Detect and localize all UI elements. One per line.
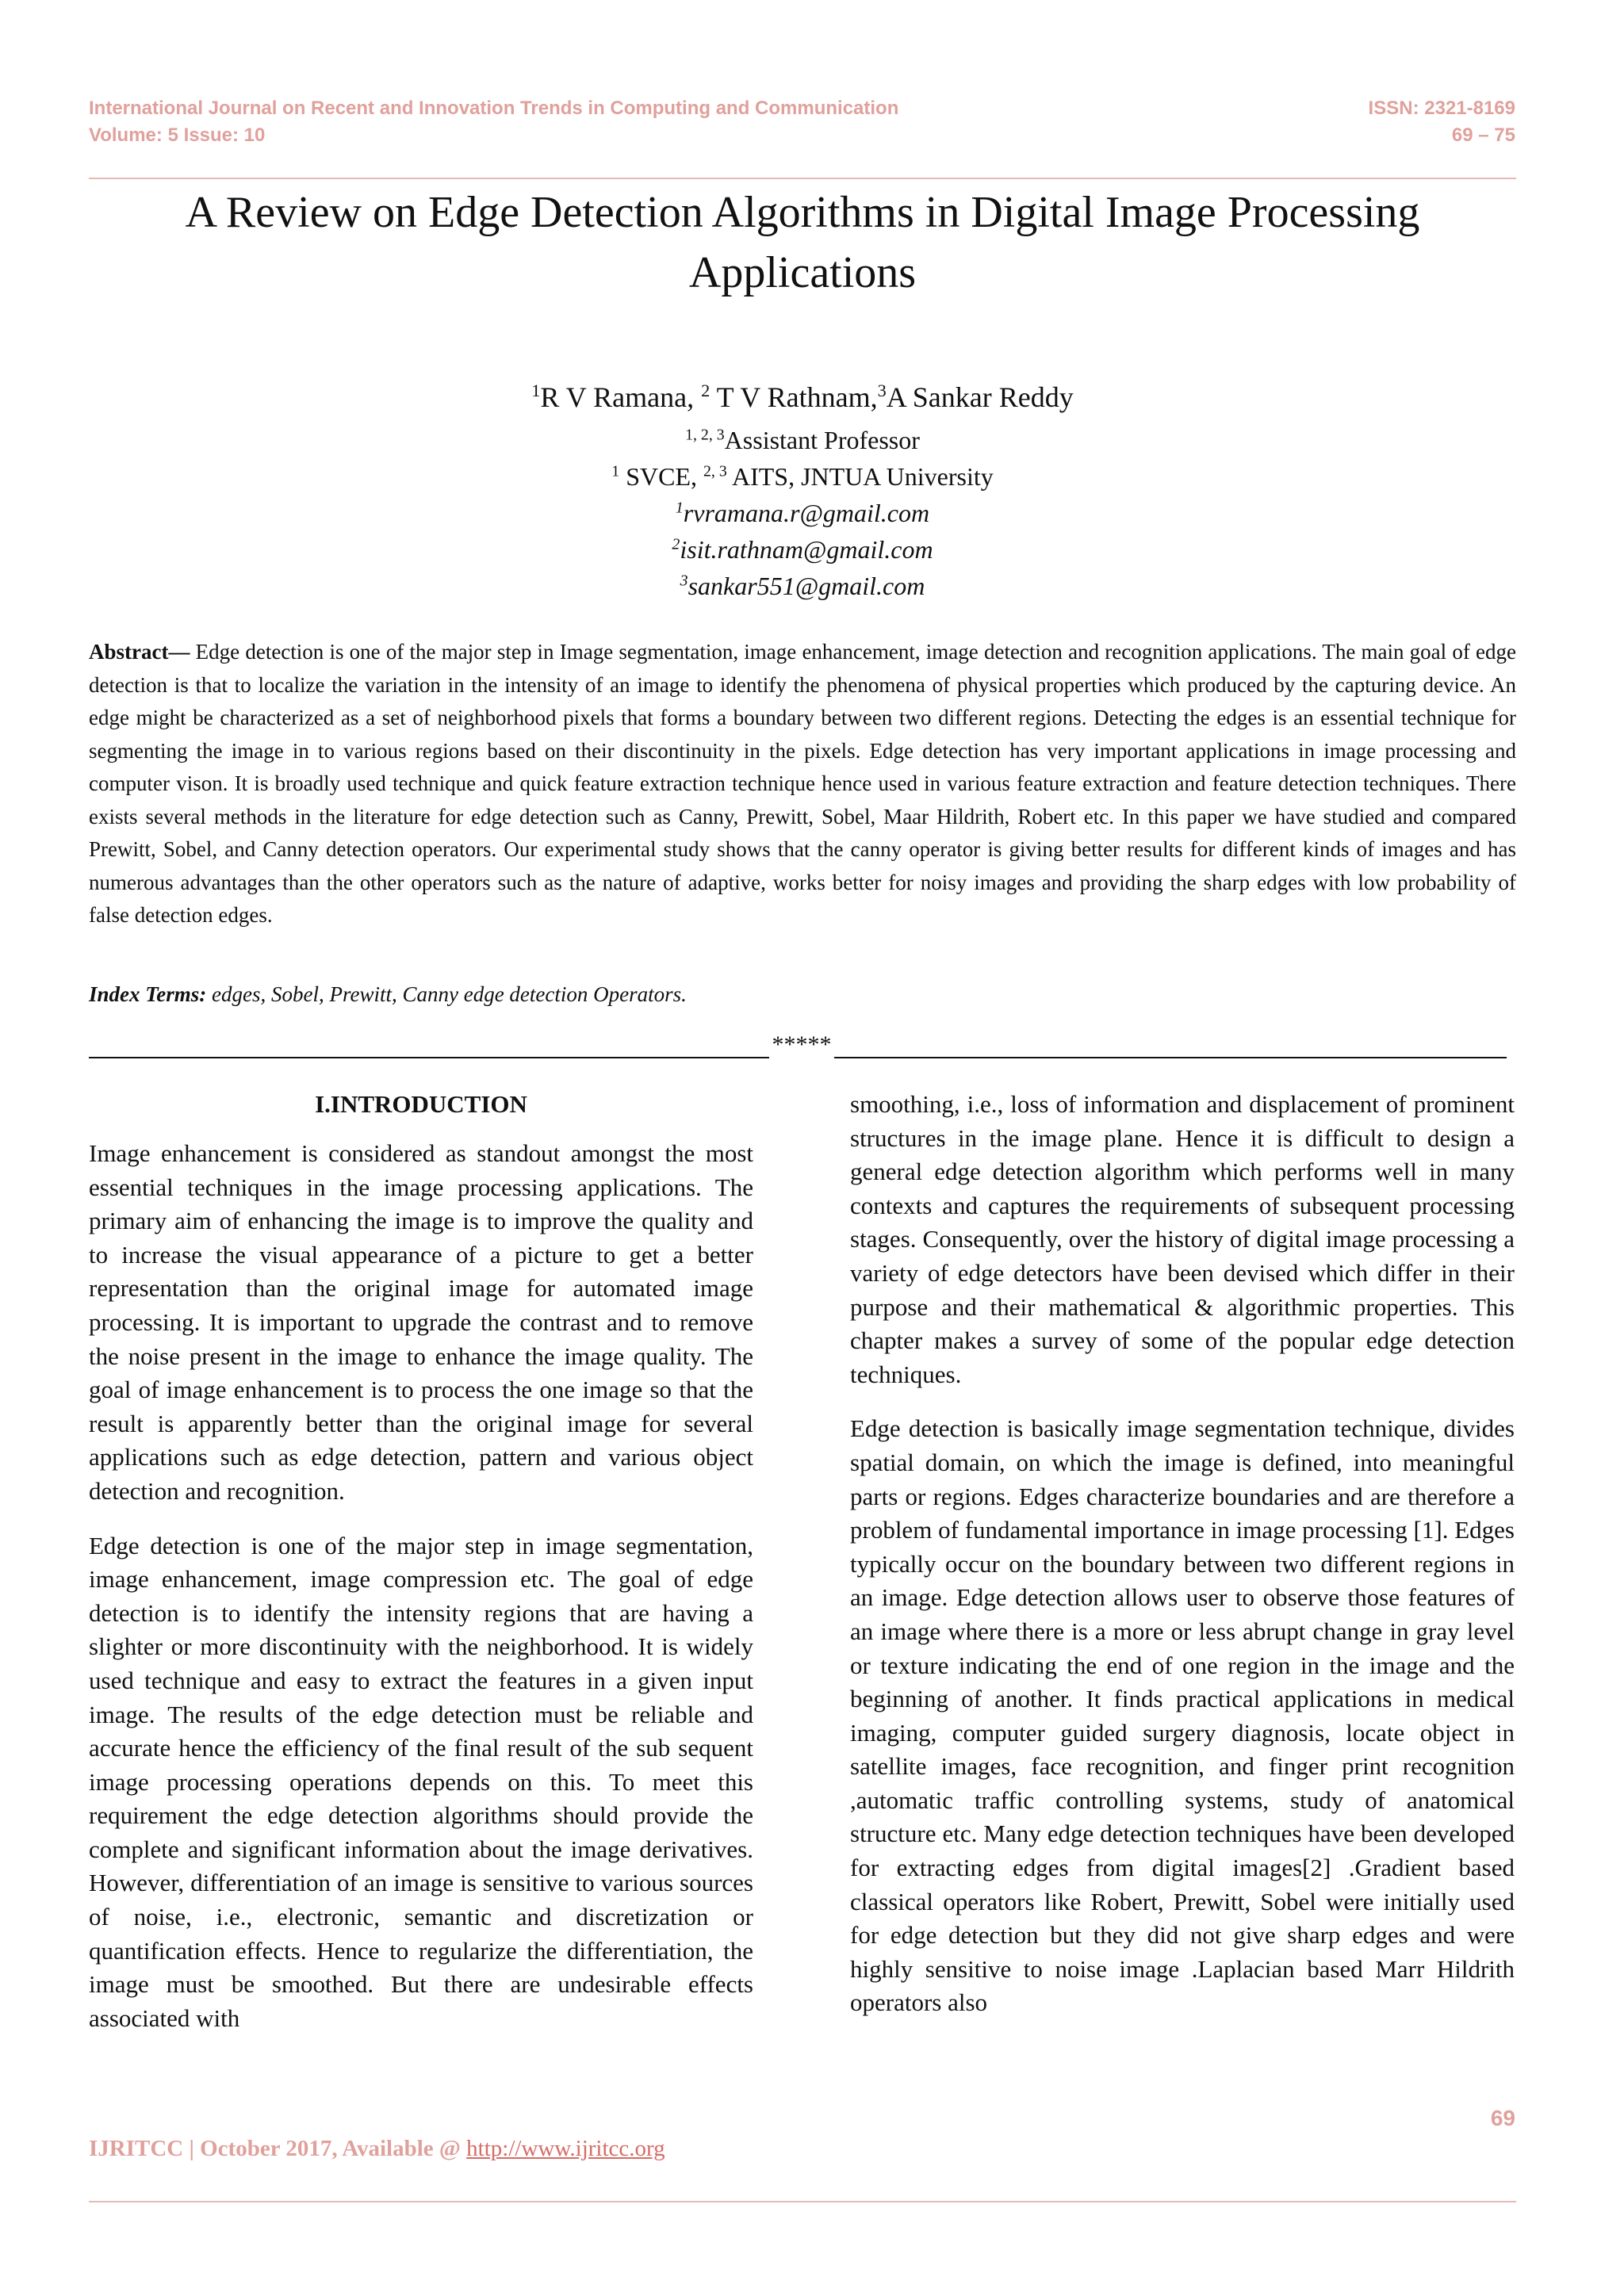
left-column — [89, 1088, 753, 2056]
email-3-sup: 3 — [680, 572, 688, 590]
email-1[interactable]: rvramana.r@gmail.com — [683, 499, 930, 527]
paragraph: Edge detection is basically image segmentation technique, divides spatial domain, on which the image is defined, into meaningful parts or regions. Edges characterize boundaries and are therefore a problem of fundamental importance in image processing [1]. Edges typically occur on the boundary between two different regions in an image. Edge detection allows user to observe those features of an image where there is a more or less abrupt change in gray level or texture indicating the end of one region in the image and the beginning of another. It finds practical applications in medical imaging, computer guided surgery diagnosis, locate object in satellite images, face recognition, and finger print recognition ,automatic traffic controlling systems, study of anatomical structure etc. Many edge detection techniques have been developed for extracting edges from digital images[2] .Gradient based classical operators like Robert, Prewitt, Sobel were initially used for edge detection but they did not give sharp edges and were highly sensitive to noise image .Laplacian based Marr Hildrith operators also — [850, 1414, 1515, 2017]
index-terms-label: Index Terms: — [89, 982, 207, 1006]
email-1-line — [89, 495, 1516, 531]
author-2-sup: 2 — [701, 381, 710, 400]
separator-rule-left — [89, 1057, 769, 1058]
issn: ISSN: 2321-8169 — [1368, 98, 1515, 119]
institution-sup-2: 2, 3 — [703, 462, 727, 480]
email-3[interactable]: sankar551@gmail.com — [688, 572, 925, 600]
journal-volume: Volume: 5 Issue: 10 — [89, 124, 266, 146]
footer — [89, 2136, 665, 2162]
paragraph: Image enhancement is considered as standout amongst the most essential techniques in the image processing applications. The primary aim of enhancing the image is to improve the quality and to increase the visual appearance of a picture to get a better representation than the original image for automated image processing. It is important to upgrade the contrast and to remove the noise present in the image to enhance the image quality. The goal of image enhancement is to process the one image so that the result is apparently better than the original image for several applications such as edge detection, pattern and various object detection and recognition. — [89, 1139, 753, 1505]
index-terms — [89, 978, 687, 1010]
page-range: 69 – 75 — [1451, 124, 1515, 146]
author-institution — [89, 458, 1516, 495]
journal-header — [89, 95, 898, 149]
email-1-sup: 1 — [675, 499, 684, 517]
separator-rule-right — [834, 1057, 1507, 1058]
author-3: A Sankar Reddy — [886, 381, 1074, 413]
position-sup: 1, 2, 3 — [685, 426, 725, 444]
title-line-2: Applications — [688, 248, 917, 297]
email-2-line — [89, 531, 1516, 568]
footer-link[interactable]: http://www.ijritcc.org — [466, 2136, 665, 2161]
journal-name: International Journal on Recent and Innovation Trends in Computing and Communication — [89, 98, 899, 119]
right-column — [850, 1088, 1515, 2041]
footer-rule — [89, 2201, 1516, 2202]
index-terms-text: edges, Sobel, Prewitt, Canny edge detection Operators. — [206, 982, 687, 1006]
email-2[interactable]: isit.rathnam@gmail.com — [680, 535, 933, 564]
header-rule — [89, 178, 1516, 179]
author-2: T V Rathnam, — [710, 381, 878, 413]
author-1-sup: 1 — [531, 381, 541, 400]
paper-title — [89, 182, 1516, 303]
separator-stars: ***** — [772, 1031, 832, 1058]
section-separator — [89, 1031, 1507, 1059]
institution-1: SVCE, — [619, 462, 703, 491]
paragraph: smoothing, i.e., loss of information and displacement of prominent structures in the image plane. Hence it is difficult to design a general edge detection algorithm which performs well in many contexts and captures the requirements of subsequent processing stages. Consequently, over the history of digital image processing a variety of edge detectors have been devised which differ in their purpose and their mathematical & algorithmic properties. This chapter makes a survey of some of the popular edge detection techniques. — [850, 1090, 1515, 1388]
page-number: 69 — [1490, 2106, 1515, 2130]
position-text: Assistant Professor — [724, 426, 920, 454]
footer-text: IJRITCC | October 2017, Available @ — [89, 2136, 467, 2161]
author-3-sup: 3 — [877, 381, 887, 400]
email-2-sup: 2 — [672, 535, 680, 553]
abstract-label: Abstract— — [89, 640, 190, 664]
paragraph: Edge detection is one of the major step in image segmentation, image enhancement, image compression etc. The goal of edge detection is to identify the intensity regions that are having a slighter or more discontinuity with the neighborhood. It is widely used technique and easy to extract the features in a given input image. The results of the edge detection must be reliable and accurate hence the efficiency of the final result of the sub sequent image processing operations depends on this. To meet this requirement the edge detection algorithms should provide the complete and significant information about the image derivatives. However, differentiation of an image is sensitive to various sources of noise, i.e., electronic, semantic and discretization or quantification effects. Hence to regularize the differentiation, the image must be smoothed. But there are undesirable effects associated with — [89, 1531, 753, 2032]
email-3-line — [89, 568, 1516, 604]
author-list — [89, 379, 1516, 415]
abstract-text: Edge detection is one of the major step in Image segmentation, image enhancement, image detection and recognition applications. The main goal of edge detection is that to localize the variation in the intensity of an image to identify the phenomena of physical properties which produced by the capturing device. An edge might be characterized as a set of neighborhood pixels that forms a boundary between two different regions. Detecting the edges is an essential technique for segmenting the image in to various regions based on their discontinuity in the pixels. Edge detection has very important applications in image processing and computer vison. It is broadly used technique and quick feature extraction technique hence used in various feature extraction and feature detection techniques. There exists several methods in the literature for edge detection such as Canny, Prewitt, Sobel, Maar Hildrith, Robert etc. In this paper we have studied and compared Prewitt, Sobel, and Canny detection operators. Our experimental study shows that the canny operator is giving better results for different kinds of images and has numerous advantages than the other operators such as the nature of adaptive, works better for noisy images and providing the sharp edges with low probability of false detection edges. — [89, 640, 1516, 927]
institution-2: AITS, JNTUA University — [726, 462, 994, 491]
issn-header — [1369, 95, 1515, 149]
author-1: R V Ramana, — [540, 381, 702, 413]
author-position — [89, 422, 1516, 458]
institution-sup-1: 1 — [611, 462, 620, 480]
section-heading: I.INTRODUCTION — [315, 1090, 527, 1118]
abstract — [89, 636, 1516, 932]
title-line-1: A Review on Edge Detection Algorithms in Digital Image Processing — [185, 188, 1420, 237]
